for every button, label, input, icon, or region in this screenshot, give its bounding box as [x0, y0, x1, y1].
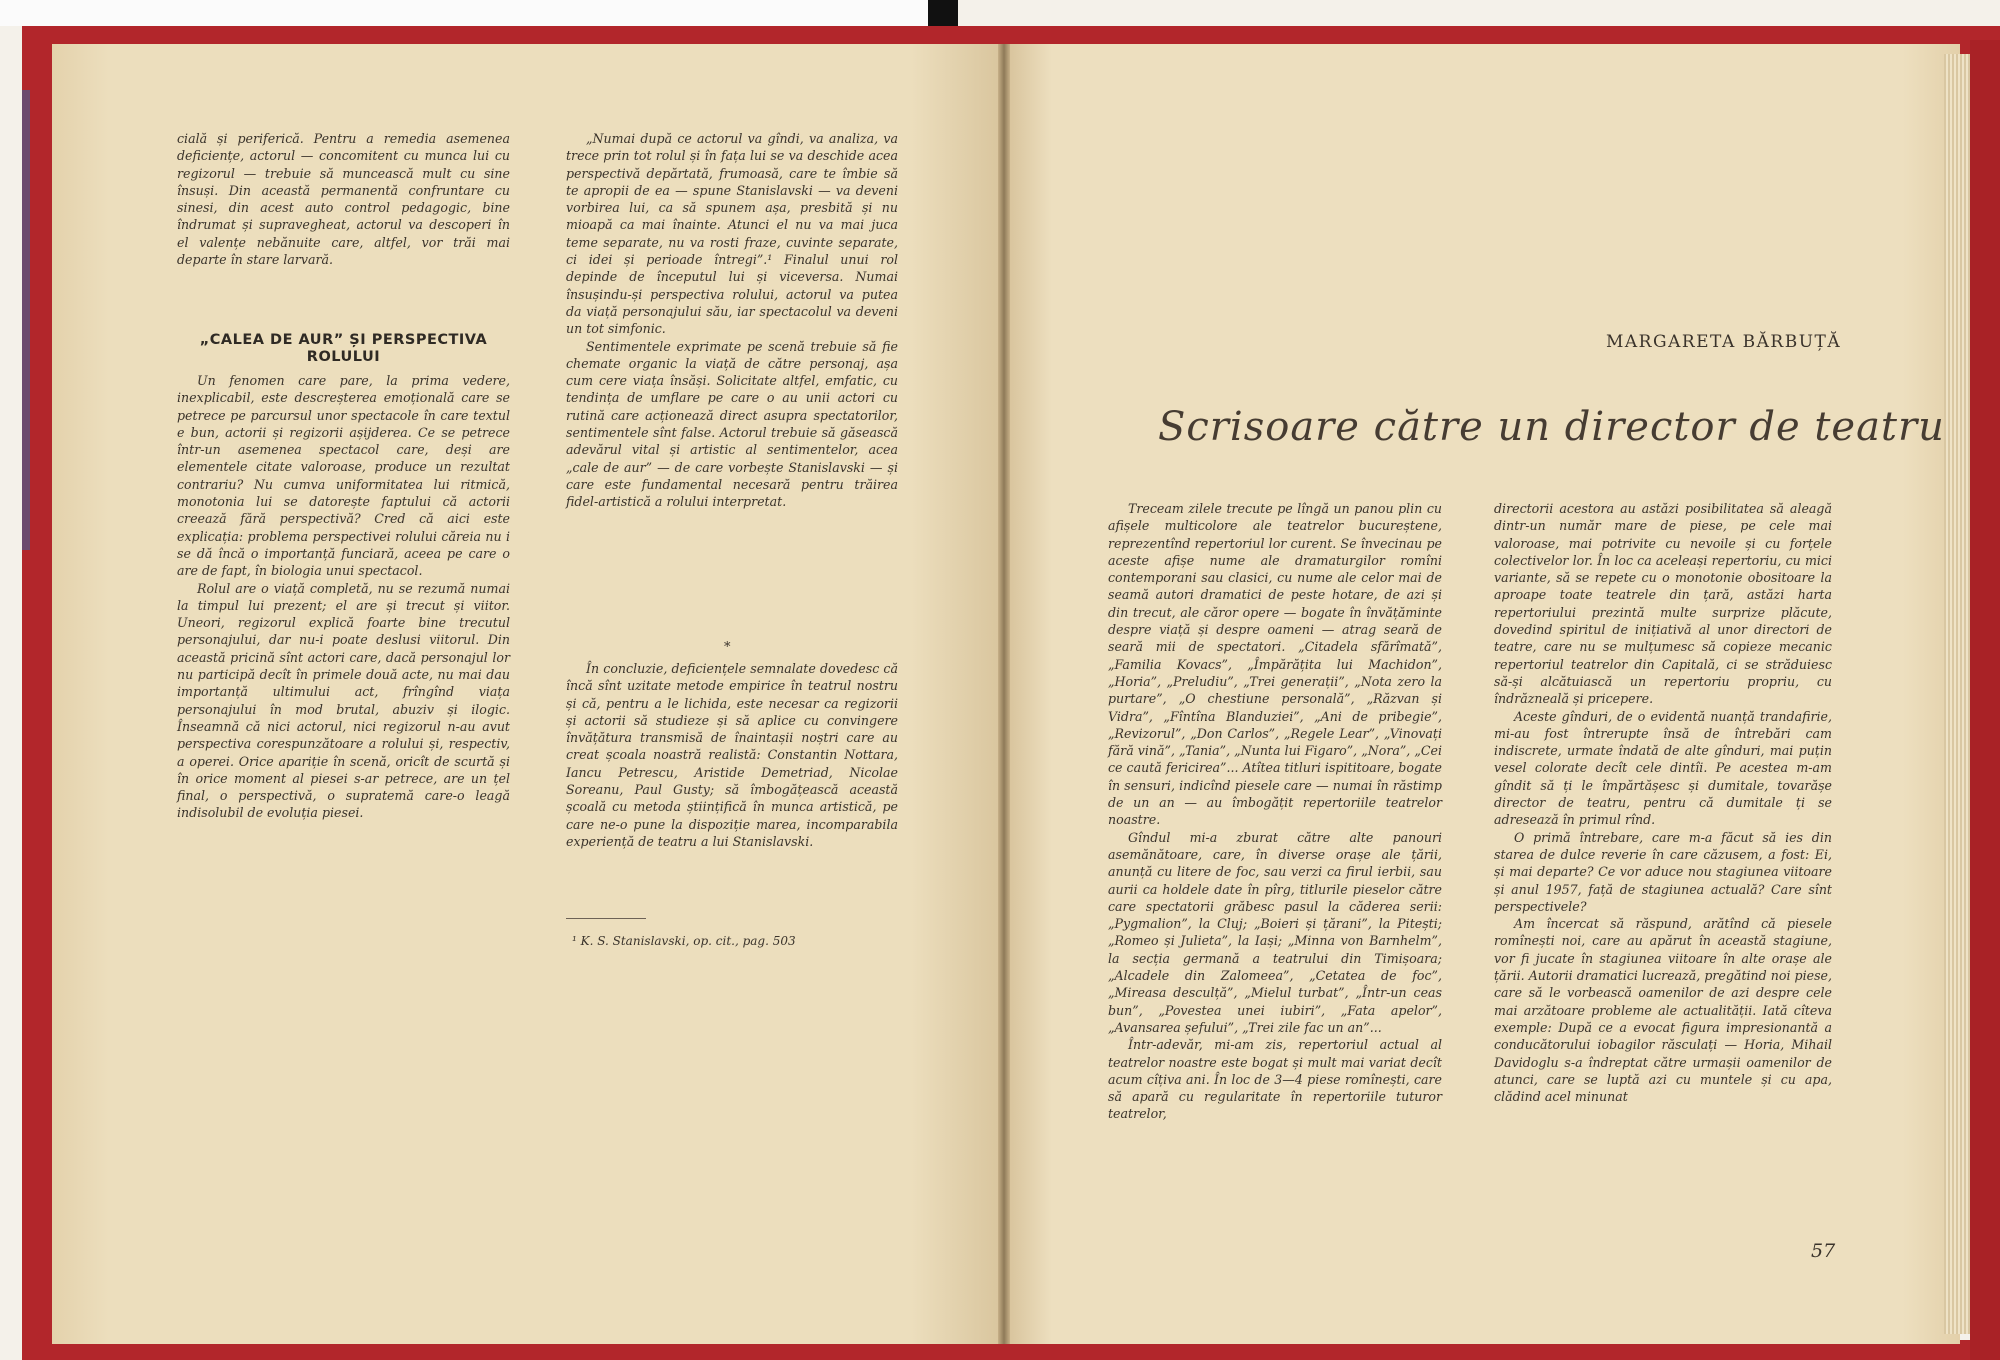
- paragraph: Gîndul mi-a zburat către alte panouri asemănătoare, care, în diverse orașe ale țării, anunță cu litere de foc, sau verzi ca firul ierbii, sau aurii ca holdele date în pîrg, titlurile pieselor către care spectatorii grăbesc pasul la căderea serii: „Pygmalion”, la Cluj; „Boieri și țărani”, la Pitești; „Romeo și Julieta”, la Iași; „Minna von Barnhelm”, la secția germană a teatrului din Timișoara; „Alcadele din Zalomeea”, „Cetatea de foc”, „Mireasa desculță”, „Mielul turbat”, „Într-un ceas bun”, „Povestea unei iubiri”, „Fata apelor”, „Avansarea șefului”, „Trei zile fac un an”...: [1108, 829, 1442, 1035]
- left-column-2-conclusion: [566, 660, 898, 850]
- paragraph: Am încercat să răspund, arătînd că piesele romînești noi, care au apărut în această stagiune, vor fi jucate în stagiunea viitoare în alte orașe ale țării. Autorii dramatici lucrează, pregătind noi piese, care să le vorbească oamenilor de azi despre cele mai arzătoare probleme ale actualității. Iată cîteva exemple: După ce a evocat figura impresionantă a conducătorului iobagilor răsculați — Horia, Mihail Davidoglu s-a îndreptat către urmașii oamenilor de atunci, care se luptă azi cu muntele și cu apa, clădind acel minunat: [1494, 916, 1832, 1105]
- page-number: 57: [1811, 1240, 1836, 1262]
- paragraph: directorii acestora au astăzi posibilitatea să aleagă dintr-un număr mare de piese, pe cele mai valoroase, mai potrivite cu nevoile și cu forțele colectivelor lor. În loc ca aceleași repertoriu, cu mici variante, să se repete cu o monotonie obositoare la aproape toate teatrele din țară, astăzi harta repertoriului prezintă multe surprize plăcute, dovedind spiritul de inițiativă al unor directori de teatre, care nu se mulțumesc să copieze mecanic repertoriul teatrelor din Capitală, ci se străduiesc să-și alcătuiască un repertoriu propriu, cu îndrăzneală și pricepere.: [1494, 501, 1832, 707]
- right-column-1: [1108, 500, 1442, 1123]
- paragraph: cială și periferică. Pentru a remedia asemenea deficiențe, actorul — concomitent cu munca lui cu regizorul — trebuie să muncească mult cu sine însuși. Din această permanentă confruntare cu sinesi, din acest auto control pedagogic, bine îndrumat și supravegheat, actorul va descoperi în el valențe nebănuite care, altfel, vor trăi mai departe în stare larvară.: [177, 131, 510, 268]
- paragraph: Sentimentele exprimate pe scenă trebuie să fie chemate organic la viață de către personaj, așa cum cere viața însăși. Solicitate altfel, emfatic, cu tendința de umflare pe care o au unii actori cu rutină care acționează direct asupra spectatorilor, sentimentele sînt false. Actorul trebuie să găsească adevărul vital și artistic al sentimentelor, acea „cale de aur” — de care vorbește Stanislavski — și care este fundamental necesară pentru trăirea fidel-artistică a rolului interpretat.: [566, 338, 898, 510]
- scanner-background: [0, 0, 928, 26]
- footnote-rule: [566, 918, 646, 919]
- paragraph: Într-adevăr, mi-am zis, repertoriul actual al teatrelor noastre este bogat și mult mai variat decît acum cîțiva ani. În loc de 3—4 piese romînești, care să apară cu regularitate în repertoriile tuturor teatrelor,: [1108, 1037, 1442, 1122]
- book-cover-right: [1970, 40, 2000, 1360]
- left-column-2: [566, 130, 898, 511]
- left-column-1-top: [177, 130, 510, 268]
- paragraph: O primă întrebare, care m-a făcut să ies din starea de dulce reverie în care căzusem, a fost: Ei, și mai departe? Ce vor aduce nou stagiunea viitoare și anul 1957, față de stagiunea actuală? Care sînt perspectivele?: [1494, 829, 1832, 914]
- left-column-1: [177, 372, 510, 822]
- article-title: Scrisoare către un director de teatru: [1158, 404, 1945, 450]
- cover-binding-accent: [22, 90, 30, 550]
- paragraph: Aceste gînduri, de o evidentă nuanță trandafirie, mi-au fost întrerupte însă de întrebări cam indiscrete, urmate îndată de alte gînduri, mai puțin vesel colorate decît cele dintîi. Pe acestea m-am gîndit să ți le împărtășesc și dumitale, tovarășe director de teatru, pentru că dumitale ți se adresează în primul rînd.: [1494, 708, 1832, 828]
- page-edges: [1944, 54, 1970, 1334]
- book-gutter: [998, 44, 1010, 1344]
- paragraph: Treceam zilele trecute pe lîngă un panou plin cu afișele multicolore ale teatrelor bucureștene, reprezentînd repertoriul lor curent. Se învecinau pe aceste afișe nume ale dramaturgilor romîni contemporani sau clasici, cu nume ale celor mai de seamă autori dramatici de peste hotare, de azi și din trecut, ale căror opere — bogate în învățăminte despre viață și despre oameni — atrag seară de seară mii de spectatori. „Citadela sfărîmată”, „Familia Kovacs”, „Împărățita lui Machidon”, „Horia”, „Preludiu”, „Trei generații”, „Nota zero la purtare”, „O chestiune personală”, „Răzvan și Vidra”, „Fîntîna Blanduziei”, „Ani de pribegie”, „Revizorul”, „Don Carlos”, „Regele Lear”, „Vinovați fără vină”, „Tania”, „Nunta lui Figaro”, „Nora”, „Cei ce caută fericirea”... Atîtea titluri ispititoare, bogate în sensuri, indicînd piesele care — numai în răstimp de un an — au îmbogățit repertoriile teatrelor noastre.: [1108, 501, 1442, 828]
- paragraph: Un fenomen care pare, la prima vedere, inexplicabil, este descreșterea emoțională care se petrece pe parcursul unor spectacole în care textul e bun, actorii și regizorii așijderea. Ce se petrece într-un asemenea spectacol care, deși are elementele citate valoroase, produce un rezultat contrariu? Nu cumva uniformitatea lui ritmică, monotonia lui se datorește faptului că actorii creează fără perspectivă? Cred că aici este explicația: problema perspectivei rolului căreia nu i se dă încă o importanță funciară, aceea pe care o are de fapt, în biologia unui spectacol.: [177, 373, 510, 579]
- paragraph: În concluzie, deficiențele semnalate dovedesc că încă sînt uzitate metode empirice în teatrul nostru și că, pentru a le lichida, este necesar ca regizorii și actorii să studieze și să aplice cu convingere învățătura transmisă de înaintașii noștri care au creat școala noastră realistă: Constantin Nottara, Iancu Petrescu, Aristide Demetriad, Nicolae Soreanu, Paul Gusty; să îmbogățească această școală cu metoda științifică în munca artistică, pe care ne-o pune la dispoziție marea, incomparabila experiență de teatru a lui Stanislavski.: [566, 661, 898, 849]
- paragraph: Rolul are o viață completă, nu se rezumă numai la timpul lui prezent; el are și trecut și viitor. Uneori, regizorul explică foarte bine trecutul personajului, dar nu-i poate deslusi viitorul. Din această pricină sînt actori care, dacă personajul lor nu participă decît în primele două acte, nu mai dau importanță ultimului act, frîngînd viața personajului în mod brutal, abuziv și ilogic. Înseamnă că nici actorul, nici regizorul n-au avut perspectiva corespunzătoare a rolului și, respectiv, a operei. Orice apariție în scenă, oricît de scurtă și în orice moment al piesei s-ar petrece, are un țel final, o perspectivă, o supratemă care-o leagă indisolubil de evoluția piesei.: [177, 580, 510, 821]
- section-heading: „CALEA DE AUR” ȘI PERSPECTIVA ROLULUI: [199, 332, 488, 365]
- paragraph: „Numai după ce actorul va gîndi, va analiza, va trece prin tot rolul și în fața lui se va deschide acea perspectivă depărtată, frumoasă, care te îmbie să te apropii de ea — spune Stanislavski — va deveni vorbirea lui, ca să spunem așa, presbită și nu mioapă ca mai înainte. Atunci el nu va mai juca teme separate, nu va rosti fraze, cuvinte separate, ci idei și perioade întregi”.¹ Finalul unui rol depinde de începutul lui și viceversa. Numai însușindu-și perspectiva rolului, actorul va putea da viață personajului său, iar spectacolul va deveni un tot simfonic.: [566, 131, 898, 337]
- right-column-2: [1494, 500, 1832, 1105]
- footnote: ¹ K. S. Stanislavski, op. cit., pag. 503: [572, 934, 796, 948]
- section-separator: *: [724, 640, 731, 655]
- article-author: MARGARETA BĂRBUȚĂ: [1606, 332, 1842, 352]
